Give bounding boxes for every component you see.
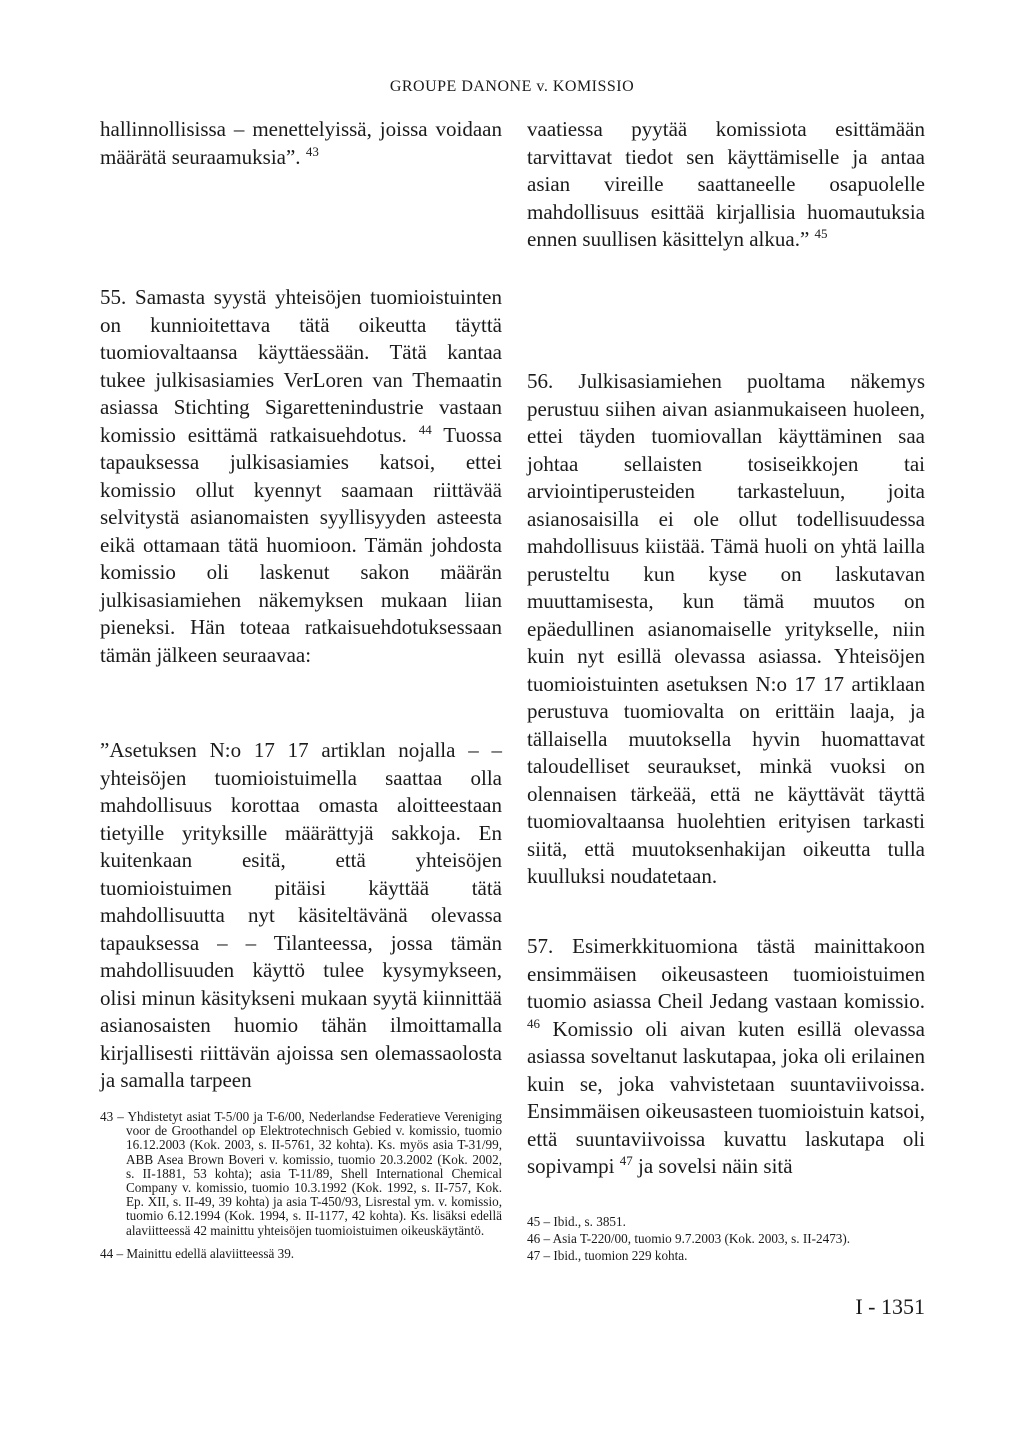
paragraph-56 xyxy=(527,368,925,891)
footnote-43: 43 – Yhdistetyt asiat T-5/00 ja T-6/00, Nederlandse Federatieve Vereniging voor de Groothandel op Elektrotechnisch Gebied v. komissio, tuomio 16.12.2003 (Kok. 2003, s. II-5761, 32 kohta). Ks. myös asia T-31/99, ABB Asea Brown Boveri v. komissio, tuomio 20.3.2002 (Kok. 2002, s. II-1881, 53 kohta); asia T-11/89, Shell International Chemical Company v. komissio, tuomio 10.3.1992 (Kok. 1992, s. II-757, Kok. Ep. XII, s. II-49, 39 kohta) ja asia T-450/93, Lisrestal ym. v. komissio, tuomio 6.12.1994 (Kok. 1994, s. II-1177, 42 kohta). Ks. lisäksi edellä alaviitteessä 42 mainittu yhteisöjen tuomioistuimen oikeuskäytäntö. xyxy=(100,1109,502,1238)
footnotes-right xyxy=(527,1215,925,1264)
footnote-44: 44 – Mainittu edellä alaviitteessä 39. xyxy=(100,1245,295,1261)
footnote-ref-47[interactable]: 47 xyxy=(619,1153,633,1168)
footnote-46: 46 – Asia T-220/00, tuomio 9.7.2003 (Kok. 2003, s. II-2473). xyxy=(527,1231,851,1247)
footnote-ref-45[interactable]: 45 xyxy=(814,226,828,241)
page-number: I - 1351 xyxy=(855,1294,925,1319)
footnote-ref-43[interactable]: 43 xyxy=(305,143,319,159)
left-continuation-quote xyxy=(100,116,502,171)
paragraph-55-text-a: 55. Samasta syystä yhteisöjen tuomioistuinten on kunnioitettava tätä oikeutta täyttä tuomiovaltaansa käyttäessään. Tätä kantaa tukee julkisasiamies VerLoren van Themaatin asiassa Stichting Sigarettenindustrie vastaan komissio esittämä ratkaisuehdotus. xyxy=(100,285,502,447)
paragraph-57-text-a: 57. Esimerkkituomiona tästä mainittakoon ensimmäisen oikeusasteen tuomioistuimen tuomio asiassa Cheil Jedang vastaan komissio. xyxy=(527,934,925,1013)
paragraph-57-text-c: ja sovelsi näin sitä xyxy=(638,1154,793,1178)
paragraph-56-text: 56. Julkisasiamiehen puoltama näkemys perustuu siihen aivan asianmukaiseen huoleen, ettei täyden tuomiovallan käyttäminen saa johtaa sellaisten tosiseikkojen tai arviointiperusteiden tarkasteluun, joita asianosaisilla ei ole ollut todellisuudessa mahdollisuus kiistää. Tämä huoli on yhtä lailla perusteltu kun kyse on laskutavan muuttamisesta, kun tämä muutos on epäedullinen asianomaiselle yritykselle, niin kuin nyt esillä olevassa asiassa. Yhteisöjen tuomioistuinten asetuksen N:o 17 17 artiklaan perustuva tuomiovalta on erittäin laaja, ja tällaisella muutoksella hyvin huomattavat taloudelliset seuraukset, minkä vuoksi on olennaisen tärkeää, että ne käyttävät täyttä tuomiovaltaansa huolehtien erityisen tarkasti siitä, että muutoksenhakijan oikeutta tulla kuulluksi noudatetaan. xyxy=(527,369,925,888)
footnotes-left xyxy=(100,1110,502,1261)
footnote-ref-44[interactable]: 44 xyxy=(418,421,432,437)
running-header: GROUPE DANONE v. KOMISSIO xyxy=(389,78,635,95)
footnote-ref-46[interactable]: 46 xyxy=(527,1015,540,1031)
paragraph-57 xyxy=(527,933,925,1181)
paragraph-57-text-b: Komissio oli aivan kuten esillä olevassa asiassa soveltanut laskutapaa, joka oli erilainen kuin se, joka vahvistetaan suuntaviivoissa. Ensimmäisen oikeusasteen tuomioistuin katsoi, että suuntaviivoissa kuvattu laskutapa oli sopivampi xyxy=(527,1016,925,1178)
footnote-47: 47 – Ibid., tuomion 229 kohta. xyxy=(527,1248,688,1264)
right-continuation-quote xyxy=(527,116,925,254)
quote-text: vaatiessa pyytää komissiota esittämään tarvittavat tiedot sen käyttämiselle ja antaa asian vireille saattaneelle osapuolelle mahdollisuus esittää kirjallisia huomautuksia ennen suullisen käsittelyn alkua.” xyxy=(527,117,925,251)
footnote-45: 45 – Ibid., s. 3851. xyxy=(527,1214,626,1229)
quoted-opinion-text: ”Asetuksen N:o 17 17 artiklan nojalla – – yhteisöjen tuomioistuimella saattaa olla mahdollisuus korottaa omasta aloitteestaan tietyille yrityksille määrättyjä sakkoja. En kuitenkaan esitä, että yhteisöjen tuomioistuimen pitäisi käyttää tätä mahdollisuutta nyt käsiteltävänä olevassa tapauksessa – – Tilanteessa, jossa tämän mahdollisuuden käyttö tulee kysymykseen, olisi minun käsitykseni mukaan syytä kiinnittää asianosaisten huomio tähän ilmoittamalla kirjallisesti riittävän ajoissa sen olemassaolosta ja samalla tarpeen xyxy=(100,738,502,1092)
quote-text: hallinnollisissa – menettelyissä, joissa voidaan määrätä seuraamuksia”. xyxy=(100,117,502,169)
quoted-opinion xyxy=(100,737,502,1095)
paragraph-55 xyxy=(100,284,502,669)
paragraph-55-text-b: Tuossa tapauksessa julkisasiamies katsoi, ettei komissio ollut kyennyt saamaan riittävää selvitystä asianomaisten syyllisyyden asteesta eikä ottamaan tätä huomioon. Tämän johdosta komissio oli laskenut sakon määrän julkisasiamiehen näkemyksen mukaan liian pieneksi. Hän toteaa ratkaisuehdotuksessaan tämän jälkeen seuraavaa: xyxy=(100,422,503,667)
